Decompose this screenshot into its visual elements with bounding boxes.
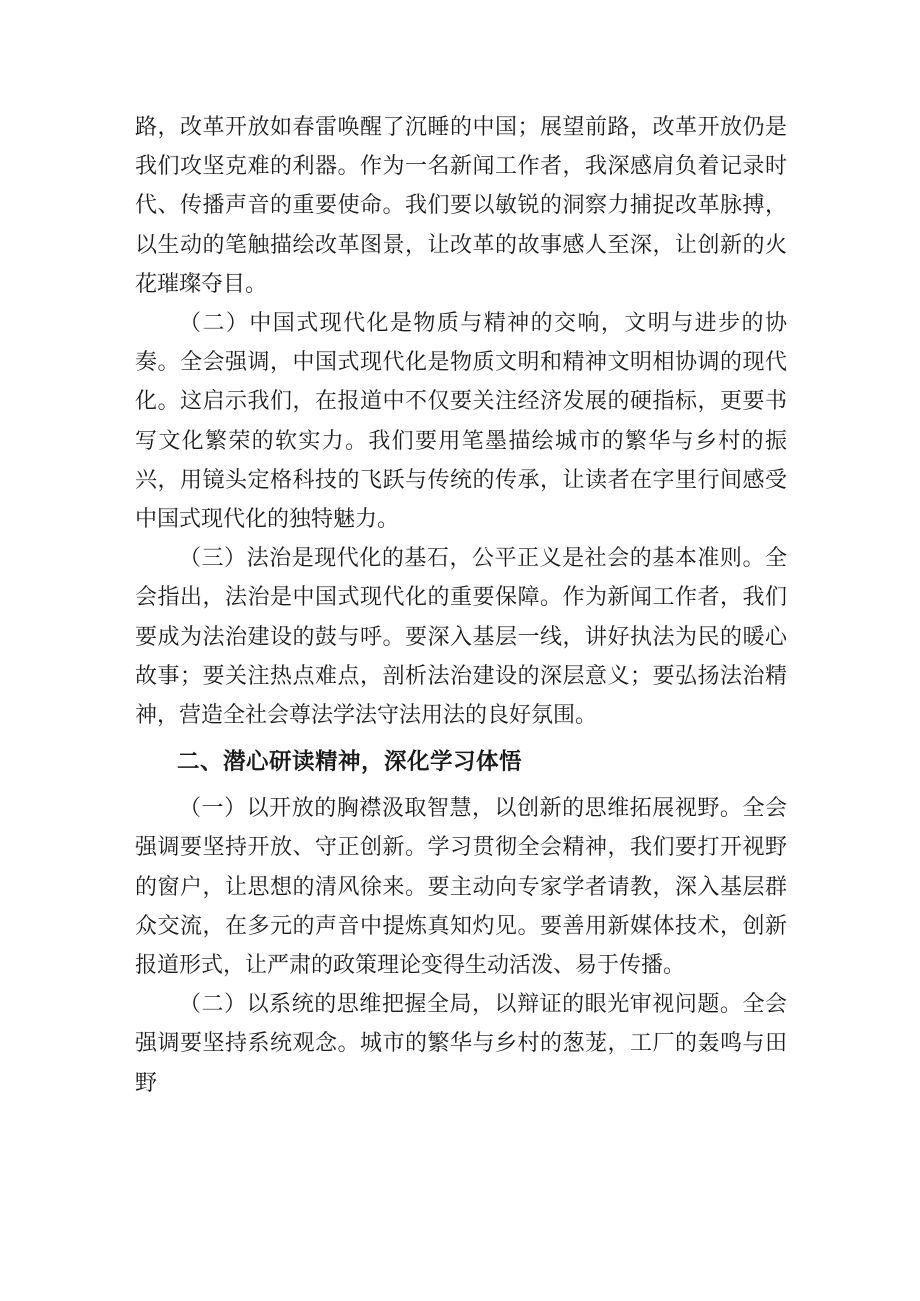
paragraph-section-1-3: （三）法治是现代化的基石，公平正义是社会的基本准则。全会指出，法治是中国式现代化的重要保障。作为新闻工作者，我们要成为法治建设的鼓与呼。要深入基层一线，讲好执法为民的暖心故事；要关注热点难点，剖析法治建设的深层意义；要弘扬法治精神，营造全社会尊法学法守法用法的良好氛围。: [135, 546, 787, 729]
paragraph-continuation: 路，改革开放如春雷唤醒了沉睡的中国；展望前路，改革开放仍是我们攻坚克难的利器。作为一名新闻工作者，我深感肩负着记录时代、传播声音的重要使命。我们要以敏锐的洞察力捕捉改革脉搏，以生动的笔触描绘改革图景，让改革的故事感人至深，让创新的火花璀璨夺目。: [135, 115, 787, 297]
paragraph-section-2-1: （一）以开放的胸襟汲取智慧，以创新的思维拓展视野。全会强调要坚持开放、守正创新。学习贯彻全会精神，我们要打开视野的窗户，让思想的清风徐来。要主动向专家学者请教，深入基层群众交流，在多元的声音中提炼真知灼见。要善用新媒体技术，创新报道形式，让严肃的政策理论变得生动活泼、易于传播。: [135, 796, 787, 979]
paragraph-section-1-2: （二）中国式现代化是物质与精神的交响，文明与进步的协奏。全会强调，中国式现代化是物质文明和精神文明相协调的现代化。这启示我们，在报道中不仅要关注经济发展的硬指标，更要书写文化繁荣的软实力。我们要用笔墨描绘城市的繁华与乡村的振兴，用镜头定格科技的飞跃与传统的传承，让读者在字里行间感受中国式现代化的独特魅力。: [135, 311, 787, 533]
document-body: [135, 108, 787, 1103]
paragraph-section-2-2: （二）以系统的思维把握全局，以辩证的眼光审视问题。全会强调要坚持系统观念。城市的繁华与乡村的葱茏，工厂的轰鸣与田野: [135, 992, 787, 1096]
section-heading-2: 二、潜心研读精神，深化学习体悟: [177, 749, 523, 776]
